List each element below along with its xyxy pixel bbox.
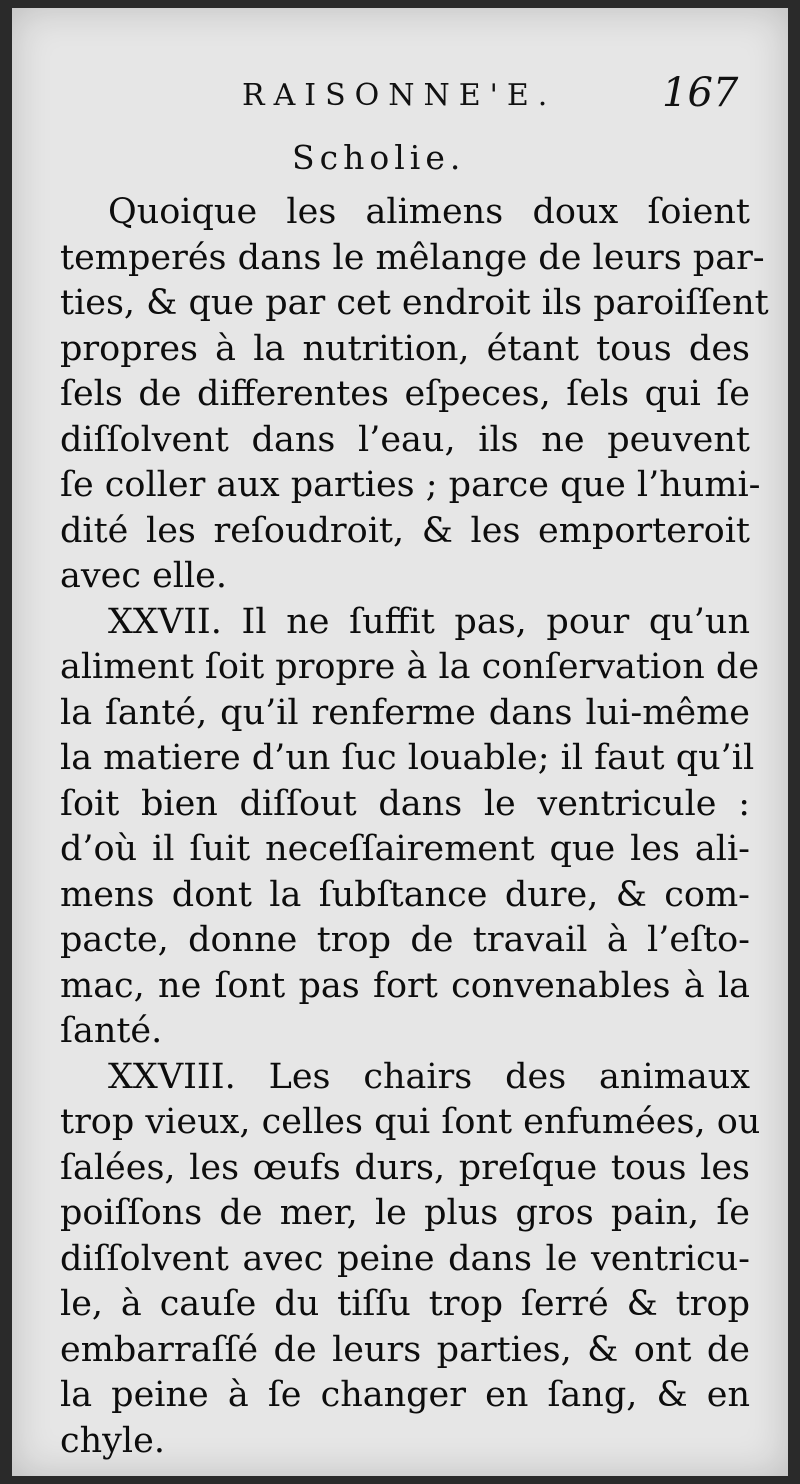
page-number: 167 (662, 70, 739, 116)
text-line: aliment ſoit propre à la conſervation de (60, 647, 760, 687)
text-line: la ſanté, qu’il renferme dans lui-même (60, 692, 750, 733)
text-line: dité les reſoudroit, & les emporteroit (60, 510, 750, 551)
text-line: mac, ne ſont pas fort convenables à la (60, 965, 750, 1006)
text-line: ſalées, les œufs durs, preſque tous les (60, 1147, 750, 1188)
text-line: poiſſons de mer, le plus gros pain, ſe (60, 1193, 750, 1233)
text-line: la matiere d’un ſuc louable; il faut qu’il (60, 738, 755, 778)
text-line: ſels de differentes eſpeces, ſels qui ſe (60, 374, 750, 414)
section-title: Scholie. (292, 138, 466, 177)
book-page (12, 8, 788, 1476)
text-line: diſſolvent dans l’eau, ils ne peuvent (60, 419, 750, 460)
text-line: avec elle. (60, 556, 228, 596)
text-line: le, à cauſe du tiſſu trop ſerré & trop (60, 1284, 750, 1324)
text-line: diſſolvent avec peine dans le ventricu- (60, 1238, 750, 1279)
text-line: mens dont la ſubſtance dure, & com- (60, 874, 750, 915)
text-line: propres à la nutrition, étant tous des (60, 328, 750, 369)
text-line: chyle. (60, 1420, 165, 1461)
text-line: ſe coller aux parties ; parce que l’humi- (60, 465, 761, 505)
paragraph (60, 1055, 761, 1465)
text-line: temperés dans le mêlange de leurs par- (60, 237, 765, 278)
text-line: ties, & que par cet endroit ils paroiſſent (60, 283, 769, 323)
running-head: RAISONNE'E. (242, 78, 557, 113)
text-line: XXVIII. Les chairs des animaux (108, 1056, 750, 1097)
paragraph (60, 600, 760, 1055)
text-line: trop vieux, celles qui ſont enfumées, ou (60, 1102, 761, 1142)
text-line: ſoit bien diſſout dans le ventricule : (60, 783, 750, 824)
paragraph (60, 190, 769, 600)
text-line: XXVII. Il ne ſuffit pas, pour qu’un (108, 601, 750, 642)
text-line: la peine à ſe changer en ſang, & en (60, 1375, 750, 1415)
page-body (60, 190, 769, 1464)
text-line: embarraſſé de leurs parties, & ont de (60, 1329, 750, 1370)
text-line: Quoique les alimens doux ſoient (108, 192, 750, 232)
text-line: d’où il ſuit neceſſairement que les ali- (60, 829, 750, 869)
text-line: pacte, donne trop de travail à l’eſto- (60, 920, 750, 960)
page-header (12, 70, 788, 130)
text-line: ſanté. (60, 1011, 163, 1051)
